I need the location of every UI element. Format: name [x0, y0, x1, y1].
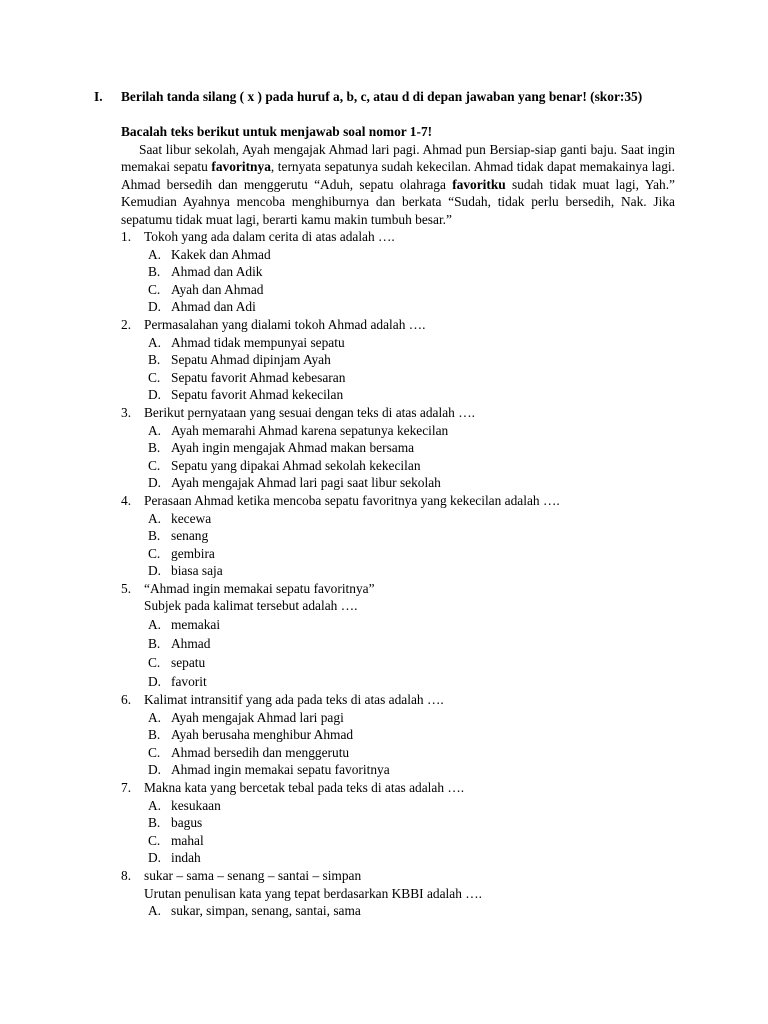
option-4b[interactable] — [121, 527, 675, 545]
option-3b[interactable] — [121, 439, 675, 457]
option-text: Sepatu favorit Ahmad kekecilan — [171, 387, 344, 403]
option-7b[interactable] — [121, 814, 675, 832]
option-6d[interactable] — [121, 761, 675, 779]
passage-text-2: , ternyata sepatunya sudah kekecilan. Ahmad tidak dapat memakainya lagi. Ahmad bersedih dan menggerutu “Aduh, sepatu olahraga — [121, 159, 676, 192]
option-text: kecewa — [171, 510, 212, 526]
option-7d[interactable] — [121, 849, 675, 867]
option-8a[interactable] — [121, 902, 675, 920]
option-5d[interactable] — [121, 672, 675, 691]
option-4a[interactable] — [121, 510, 675, 528]
passage-text-1: Saat libur sekolah, Ayah mengajak Ahmad lari pagi. Ahmad pun Bersiap-siap ganti baju. Saat ingin memakai sepatu — [121, 141, 675, 175]
question-number: 5. — [121, 580, 132, 596]
option-text: mahal — [171, 832, 204, 848]
option-1a[interactable] — [121, 246, 675, 264]
option-letter: A. — [148, 709, 162, 725]
passage-bold-word-2: favoritku — [452, 176, 506, 192]
question-8-subtext: Urutan penulisan kata yang tepat berdasarkan KBBI adalah …. — [144, 885, 482, 901]
option-3a[interactable] — [121, 422, 675, 440]
question-list — [121, 228, 675, 920]
section-instruction: Berilah tanda silang ( x ) pada huruf a, b, c, atau d di depan jawaban yang benar! (skor:35) — [121, 89, 643, 104]
option-1d[interactable] — [121, 298, 675, 316]
question-5 — [121, 580, 675, 598]
option-letter: D. — [148, 563, 162, 579]
question-1 — [121, 228, 675, 246]
option-5c[interactable] — [121, 653, 675, 672]
question-text: Tokoh yang ada dalam cerita di atas adalah …. — [144, 229, 395, 244]
option-letter: C. — [148, 281, 161, 297]
question-text: Perasaan Ahmad ketika mencoba sepatu favoritnya yang kekecilan adalah …. — [144, 492, 560, 508]
option-text: Ayah mengajak Ahmad lari pagi — [171, 709, 344, 725]
option-2c[interactable] — [121, 369, 675, 387]
option-letter: B. — [148, 352, 161, 368]
option-letter: A. — [148, 903, 162, 919]
option-text: Ahmad ingin memakai sepatu favoritnya — [171, 762, 390, 778]
question-number: 4. — [121, 492, 132, 508]
option-text: kesukaan — [171, 797, 221, 813]
question-3 — [121, 404, 675, 422]
option-text: senang — [171, 528, 209, 544]
question-text: Kalimat intransitif yang ada pada teks di atas adalah …. — [144, 692, 444, 708]
option-letter: A. — [148, 617, 162, 633]
option-letter: D. — [148, 475, 162, 491]
option-letter: B. — [148, 727, 161, 743]
option-letter: B. — [148, 636, 161, 652]
option-letter: D. — [148, 387, 162, 403]
section-number: I. — [94, 89, 103, 104]
option-text: gembira — [171, 545, 215, 561]
option-text: Ayah ingin mengajak Ahmad makan bersama — [171, 440, 415, 456]
option-5b[interactable] — [121, 634, 675, 653]
option-letter: B. — [148, 440, 161, 456]
question-2 — [121, 316, 675, 334]
option-text: indah — [171, 850, 201, 866]
option-letter: B. — [148, 264, 161, 280]
option-text: Kakek dan Ahmad — [171, 246, 271, 262]
option-4c[interactable] — [121, 545, 675, 563]
option-text: biasa saja — [171, 563, 223, 579]
option-2b[interactable] — [121, 351, 675, 369]
question-text: Makna kata yang bercetak tebal pada teks di atas adalah …. — [144, 780, 465, 796]
option-text: bagus — [171, 815, 203, 831]
option-text: Ahmad — [171, 636, 211, 652]
option-letter: D. — [148, 674, 162, 690]
option-letter: A. — [148, 246, 162, 262]
option-letter: D. — [148, 762, 162, 778]
option-letter: A. — [148, 797, 162, 813]
option-text: favorit — [171, 674, 207, 690]
option-letter: C. — [148, 369, 161, 385]
reading-block — [121, 123, 675, 229]
passage-text-3: sudah tidak muat lagi, Yah.” Kemudian Ayahnya mencoba menghiburnya dan berkata “Sudah, tidak perlu bersedih, Nak. Jika sepatumu tidak muat lagi, berarti kamu makin tumbuh besar.” — [121, 176, 675, 227]
option-letter: C. — [148, 457, 161, 473]
option-text: Ayah dan Ahmad — [171, 281, 264, 297]
question-5-subtext: Subjek pada kalimat tersebut adalah …. — [144, 598, 358, 614]
option-letter: B. — [148, 815, 161, 831]
option-3d[interactable] — [121, 474, 675, 492]
option-text: memakai — [171, 617, 221, 633]
option-5a[interactable] — [121, 615, 675, 634]
option-letter: C. — [148, 744, 161, 760]
option-text: Sepatu favorit Ahmad kebesaran — [171, 369, 346, 385]
option-7c[interactable] — [121, 832, 675, 850]
option-text: sepatu — [171, 655, 206, 671]
option-text: sukar, simpan, senang, santai, sama — [171, 903, 361, 919]
option-letter: C. — [148, 655, 161, 671]
question-text: Berikut pernyataan yang sesuai dengan teks di atas adalah …. — [144, 404, 475, 420]
option-text: Ayah berusaha menghibur Ahmad — [171, 727, 354, 743]
option-letter: A. — [148, 510, 162, 526]
reading-passage — [121, 141, 675, 229]
question-text: Permasalahan yang dialami tokoh Ahmad adalah …. — [144, 316, 426, 332]
option-letter: D. — [148, 850, 162, 866]
option-letter: A. — [148, 334, 162, 350]
question-number: 7. — [121, 780, 132, 796]
question-text: sukar – sama – senang – santai – simpan — [144, 868, 362, 883]
question-number: 2. — [121, 316, 132, 332]
question-number: 6. — [121, 692, 132, 708]
question-text: “Ahmad ingin memakai sepatu favoritnya” — [144, 580, 375, 596]
option-1c[interactable] — [121, 281, 675, 299]
question-7 — [121, 779, 675, 797]
reading-title: Bacalah teks berikut untuk menjawab soal nomor 1-7! — [121, 124, 433, 139]
question-8 — [121, 867, 675, 885]
option-letter: B. — [148, 528, 161, 544]
option-6b[interactable] — [121, 726, 675, 744]
option-text: Ayah mengajak Ahmad lari pagi saat libur sekolah — [171, 475, 441, 491]
option-4d[interactable] — [121, 562, 675, 580]
option-3c[interactable] — [121, 457, 675, 475]
option-1b[interactable] — [121, 263, 675, 281]
question-number: 8. — [121, 868, 132, 883]
question-4 — [121, 492, 675, 510]
passage-bold-word-1: favoritnya — [211, 159, 271, 175]
option-letter: C. — [148, 832, 161, 848]
option-6a[interactable] — [121, 709, 675, 727]
option-letter: D. — [148, 299, 162, 315]
option-text: Ahmad bersedih dan menggerutu — [171, 744, 350, 760]
option-letter: C. — [148, 545, 161, 561]
question-6 — [121, 691, 675, 709]
option-2d[interactable] — [121, 386, 675, 404]
option-letter: A. — [148, 422, 162, 438]
question-number: 3. — [121, 404, 132, 420]
option-text: Ahmad tidak mempunyai sepatu — [171, 334, 345, 350]
option-text: Ahmad dan Adi — [171, 299, 256, 315]
option-6c[interactable] — [121, 744, 675, 762]
option-text: Sepatu yang dipakai Ahmad sekolah kekecilan — [171, 457, 421, 473]
question-number: 1. — [121, 229, 132, 244]
option-text: Sepatu Ahmad dipinjam Ayah — [171, 352, 331, 368]
option-text: Ayah memarahi Ahmad karena sepatunya kekecilan — [171, 422, 449, 438]
option-2a[interactable] — [121, 334, 675, 352]
option-7a[interactable] — [121, 797, 675, 815]
option-text: Ahmad dan Adik — [171, 264, 263, 280]
